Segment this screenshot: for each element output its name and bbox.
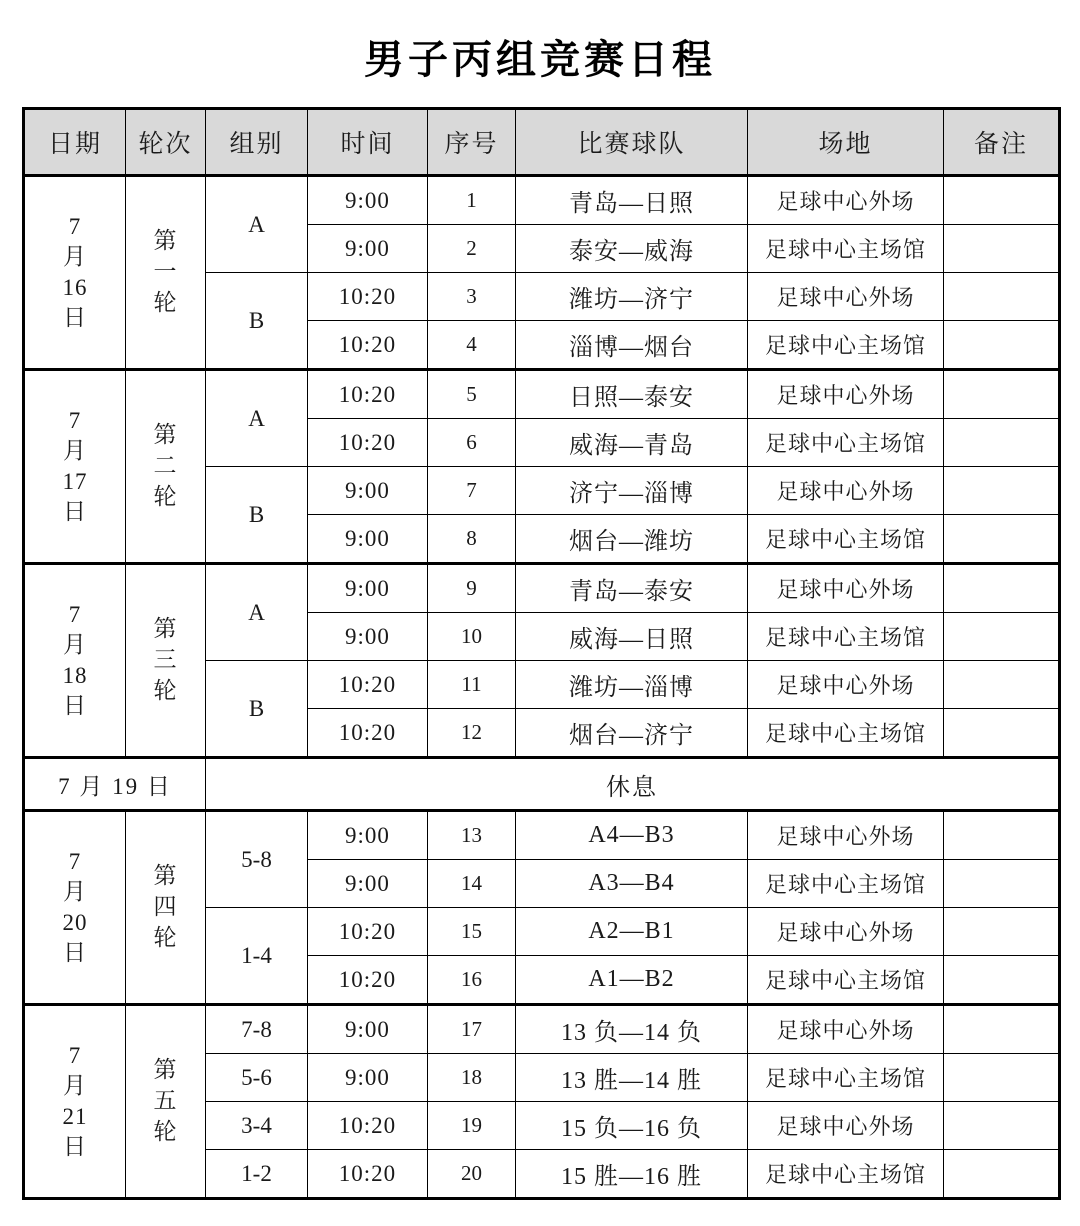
match-teams: 日照—泰安 [516, 370, 748, 419]
match-teams: 威海—日照 [516, 613, 748, 661]
match-time: 9:00 [308, 176, 428, 225]
match-teams: 淄博—烟台 [516, 321, 748, 370]
match-note [944, 321, 1060, 370]
match-date-line: 月 [63, 244, 87, 270]
match-teams: 潍坊—济宁 [516, 273, 748, 321]
header-teams: 比赛球队 [516, 109, 748, 176]
match-date-line: 月 [63, 1073, 87, 1099]
header-date: 日期 [24, 109, 126, 176]
match-round [126, 1005, 206, 1199]
match-number: 16 [428, 956, 516, 1005]
match-note [944, 908, 1060, 956]
match-round-line: 第 [153, 863, 178, 889]
match-venue: 足球中心外场 [748, 273, 944, 321]
match-teams: A4—B3 [516, 811, 748, 860]
match-number: 13 [428, 811, 516, 860]
match-teams: 15 胜—16 胜 [516, 1150, 748, 1199]
match-time: 9:00 [308, 613, 428, 661]
match-time: 9:00 [308, 564, 428, 613]
match-number: 2 [428, 225, 516, 273]
table-row [24, 564, 1060, 613]
match-note [944, 811, 1060, 860]
match-round-line: 轮 [153, 924, 178, 950]
match-venue: 足球中心主场馆 [748, 956, 944, 1005]
match-venue: 足球中心外场 [748, 1102, 944, 1150]
match-time: 10:20 [308, 370, 428, 419]
match-venue: 足球中心外场 [748, 908, 944, 956]
match-date-line: 21 [62, 1103, 88, 1129]
match-note [944, 273, 1060, 321]
match-time: 10:20 [308, 661, 428, 709]
match-time: 9:00 [308, 1005, 428, 1054]
match-date-line: 20 [62, 909, 88, 935]
match-date-line: 18 [62, 662, 88, 688]
match-date-line: 16 [62, 274, 88, 300]
match-note [944, 370, 1060, 419]
match-round-line: 一 [153, 259, 178, 285]
match-date-line: 月 [63, 632, 87, 658]
match-number: 17 [428, 1005, 516, 1054]
header-round: 轮次 [126, 109, 206, 176]
match-number: 4 [428, 321, 516, 370]
match-note [944, 1102, 1060, 1150]
match-time: 10:20 [308, 956, 428, 1005]
table-row [24, 1005, 1060, 1054]
rest-day-label: 休息 [206, 758, 1060, 811]
match-number: 18 [428, 1054, 516, 1102]
header-row [24, 109, 1060, 176]
match-round-line: 第 [153, 616, 178, 642]
match-round-line: 轮 [153, 1118, 178, 1144]
match-teams: 烟台—济宁 [516, 709, 748, 758]
table-row [24, 370, 1060, 419]
match-note [944, 956, 1060, 1005]
match-venue: 足球中心主场馆 [748, 419, 944, 467]
match-teams: 烟台—潍坊 [516, 515, 748, 564]
match-group: 1-4 [206, 908, 308, 1005]
page-title: 男子丙组竞赛日程 [364, 37, 716, 82]
table-body [24, 176, 1060, 1199]
match-time: 10:20 [308, 321, 428, 370]
table-row [24, 811, 1060, 860]
match-venue: 足球中心外场 [748, 564, 944, 613]
match-number: 3 [428, 273, 516, 321]
match-group: A [206, 370, 308, 467]
match-venue: 足球中心主场馆 [748, 515, 944, 564]
match-teams: 13 负—14 负 [516, 1005, 748, 1054]
match-date-line: 日 [63, 939, 87, 965]
match-venue: 足球中心主场馆 [748, 321, 944, 370]
match-note [944, 613, 1060, 661]
match-note [944, 564, 1060, 613]
match-time: 9:00 [308, 811, 428, 860]
competition-schedule-table [22, 107, 1061, 1200]
match-group: B [206, 273, 308, 370]
rest-day-row [24, 758, 1060, 811]
match-teams: 青岛—泰安 [516, 564, 748, 613]
match-group: 5-6 [206, 1054, 308, 1102]
match-date [24, 370, 126, 564]
match-note [944, 176, 1060, 225]
match-venue: 足球中心主场馆 [748, 860, 944, 908]
match-note [944, 860, 1060, 908]
match-date-line: 日 [63, 692, 87, 718]
match-group: 3-4 [206, 1102, 308, 1150]
match-date-line: 7 [68, 213, 82, 239]
match-round-line: 第 [153, 1057, 178, 1083]
match-venue: 足球中心主场馆 [748, 1150, 944, 1199]
match-group: B [206, 467, 308, 564]
match-round-line: 第 [153, 228, 178, 254]
match-time: 10:20 [308, 709, 428, 758]
match-number: 7 [428, 467, 516, 515]
match-group: A [206, 176, 308, 273]
match-number: 12 [428, 709, 516, 758]
match-round [126, 564, 206, 758]
match-note [944, 709, 1060, 758]
match-group: B [206, 661, 308, 758]
header-no: 序号 [428, 109, 516, 176]
match-number: 1 [428, 176, 516, 225]
match-date-line: 日 [63, 498, 87, 524]
schedule-table-container [0, 107, 1080, 1200]
header-venue: 场地 [748, 109, 944, 176]
match-time: 9:00 [308, 515, 428, 564]
match-round-line: 四 [153, 894, 178, 920]
match-venue: 足球中心外场 [748, 1005, 944, 1054]
match-time: 9:00 [308, 225, 428, 273]
match-date [24, 811, 126, 1005]
match-time: 10:20 [308, 908, 428, 956]
match-note [944, 661, 1060, 709]
match-number: 8 [428, 515, 516, 564]
match-teams: A1—B2 [516, 956, 748, 1005]
match-venue: 足球中心主场馆 [748, 709, 944, 758]
match-venue: 足球中心外场 [748, 176, 944, 225]
match-round-line: 第 [153, 422, 178, 448]
match-note [944, 1005, 1060, 1054]
match-group: A [206, 564, 308, 661]
match-round-line: 二 [153, 453, 178, 479]
match-time: 9:00 [308, 467, 428, 515]
match-date-line: 7 [68, 848, 82, 874]
header-time: 时间 [308, 109, 428, 176]
match-round [126, 370, 206, 564]
match-date-line: 月 [63, 438, 87, 464]
match-number: 10 [428, 613, 516, 661]
match-group: 5-8 [206, 811, 308, 908]
match-number: 20 [428, 1150, 516, 1199]
match-teams: 15 负—16 负 [516, 1102, 748, 1150]
match-note [944, 1054, 1060, 1102]
match-number: 9 [428, 564, 516, 613]
match-time: 10:20 [308, 419, 428, 467]
match-number: 19 [428, 1102, 516, 1150]
match-teams: 潍坊—淄博 [516, 661, 748, 709]
match-time: 9:00 [308, 1054, 428, 1102]
match-round-line: 轮 [153, 289, 178, 315]
match-note [944, 419, 1060, 467]
match-venue: 足球中心外场 [748, 370, 944, 419]
match-venue: 足球中心主场馆 [748, 1054, 944, 1102]
match-teams: A2—B1 [516, 908, 748, 956]
match-round [126, 176, 206, 370]
match-time: 10:20 [308, 273, 428, 321]
match-note [944, 467, 1060, 515]
match-date-line: 17 [62, 468, 88, 494]
match-number: 15 [428, 908, 516, 956]
match-time: 9:00 [308, 860, 428, 908]
match-teams: 青岛—日照 [516, 176, 748, 225]
match-note [944, 1150, 1060, 1199]
match-venue: 足球中心主场馆 [748, 225, 944, 273]
header-group: 组别 [206, 109, 308, 176]
match-date-line: 7 [68, 1042, 82, 1068]
rest-day-date: 7 月 19 日 [24, 758, 206, 811]
match-number: 5 [428, 370, 516, 419]
match-time: 10:20 [308, 1150, 428, 1199]
match-teams: 威海—青岛 [516, 419, 748, 467]
match-date-line: 7 [68, 601, 82, 627]
match-group: 7-8 [206, 1005, 308, 1054]
match-time: 10:20 [308, 1102, 428, 1150]
match-teams: 13 胜—14 胜 [516, 1054, 748, 1102]
match-round [126, 811, 206, 1005]
match-number: 6 [428, 419, 516, 467]
match-number: 11 [428, 661, 516, 709]
table-row [24, 176, 1060, 225]
match-round-line: 三 [153, 647, 178, 673]
match-date [24, 1005, 126, 1199]
match-teams: 泰安—威海 [516, 225, 748, 273]
match-venue: 足球中心外场 [748, 811, 944, 860]
header-note: 备注 [944, 109, 1060, 176]
match-round-line: 轮 [153, 483, 178, 509]
match-date-line: 日 [63, 1133, 87, 1159]
match-venue: 足球中心外场 [748, 467, 944, 515]
match-round-line: 五 [153, 1088, 178, 1114]
match-venue: 足球中心外场 [748, 661, 944, 709]
match-teams: 济宁—淄博 [516, 467, 748, 515]
match-note [944, 225, 1060, 273]
match-date-line: 日 [63, 304, 87, 330]
match-number: 14 [428, 860, 516, 908]
match-date [24, 564, 126, 758]
table-header [24, 109, 1060, 176]
match-teams: A3—B4 [516, 860, 748, 908]
match-round-line: 轮 [153, 677, 178, 703]
match-venue: 足球中心主场馆 [748, 613, 944, 661]
match-date [24, 176, 126, 370]
match-date-line: 7 [68, 407, 82, 433]
match-note [944, 515, 1060, 564]
match-date-line: 月 [63, 879, 87, 905]
match-group: 1-2 [206, 1150, 308, 1199]
